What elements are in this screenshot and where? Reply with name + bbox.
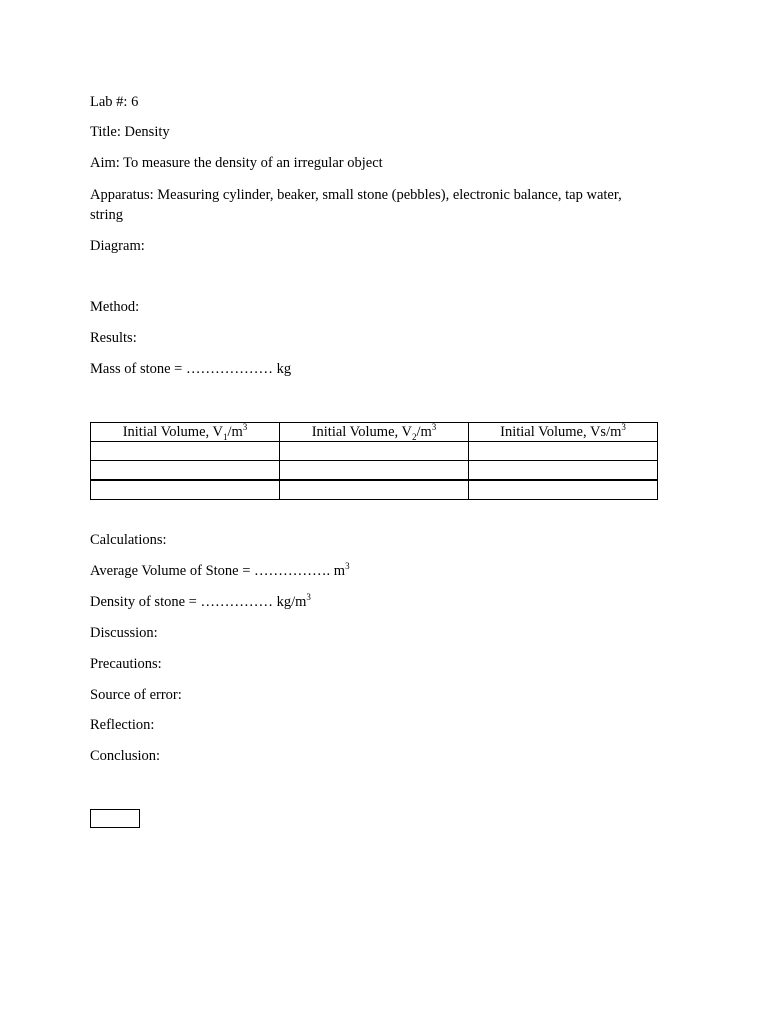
table-cell[interactable]: [280, 442, 469, 461]
diagram-heading: Diagram:: [90, 238, 145, 254]
table-cell[interactable]: [91, 480, 280, 500]
table-cell[interactable]: [469, 442, 658, 461]
lab-apparatus: Apparatus: Measuring cylinder, beaker, small stone (pebbles), electronic balance, tap water, string: [90, 187, 622, 223]
average-volume-sup: 3: [345, 561, 350, 572]
header-sub: 1: [222, 431, 228, 442]
table-header-row: [91, 423, 658, 442]
average-volume-line: [90, 562, 350, 581]
mass-of-stone-line: Mass of stone = ……………… kg: [90, 361, 292, 377]
discussion-heading: Discussion:: [90, 625, 158, 641]
header-unit: /m: [227, 424, 243, 440]
table-row: [91, 442, 658, 461]
header-text: Initial Volume, V: [122, 424, 223, 440]
table-cell[interactable]: [91, 461, 280, 481]
source-of-error-heading: Source of error:: [90, 687, 182, 703]
table-cell[interactable]: [280, 480, 469, 500]
table-row: [91, 480, 658, 500]
lab-title: Title: Density: [90, 124, 170, 140]
density-text: Density of stone = …………… kg/m: [90, 594, 307, 610]
volume-table: [90, 422, 658, 500]
conclusion-heading: Conclusion:: [90, 748, 161, 764]
header-initial-volume-vs: [469, 423, 658, 442]
header-sup: 3: [621, 422, 626, 433]
header-sup: 3: [242, 422, 248, 433]
header-text: Initial Volume, V: [311, 424, 412, 440]
lab-number: Lab #: 6: [90, 94, 139, 110]
average-volume-text: Average Volume of Stone = ……………. m: [90, 563, 346, 579]
precautions-heading: Precautions:: [90, 656, 162, 672]
table-cell[interactable]: [280, 461, 469, 481]
density-sup: 3: [306, 592, 311, 603]
header-unit: /m: [416, 424, 432, 440]
table-cell[interactable]: [469, 461, 658, 481]
empty-text-box[interactable]: [90, 809, 140, 828]
table-cell[interactable]: [469, 480, 658, 500]
header-initial-volume-v2: [280, 423, 469, 442]
header-initial-volume-v1: [91, 423, 280, 442]
header-text: Initial Volume, Vs/m: [500, 424, 622, 440]
table-cell[interactable]: [91, 442, 280, 461]
density-line: [90, 593, 311, 612]
calculations-heading: Calculations:: [90, 532, 167, 548]
results-heading: Results:: [90, 330, 137, 346]
table-row: [91, 461, 658, 481]
reflection-heading: Reflection:: [90, 717, 155, 733]
header-sup: 3: [431, 422, 437, 433]
lab-aim: Aim: To measure the density of an irregular object: [90, 155, 383, 171]
method-heading: Method:: [90, 299, 140, 315]
header-sub: 2: [411, 431, 417, 442]
